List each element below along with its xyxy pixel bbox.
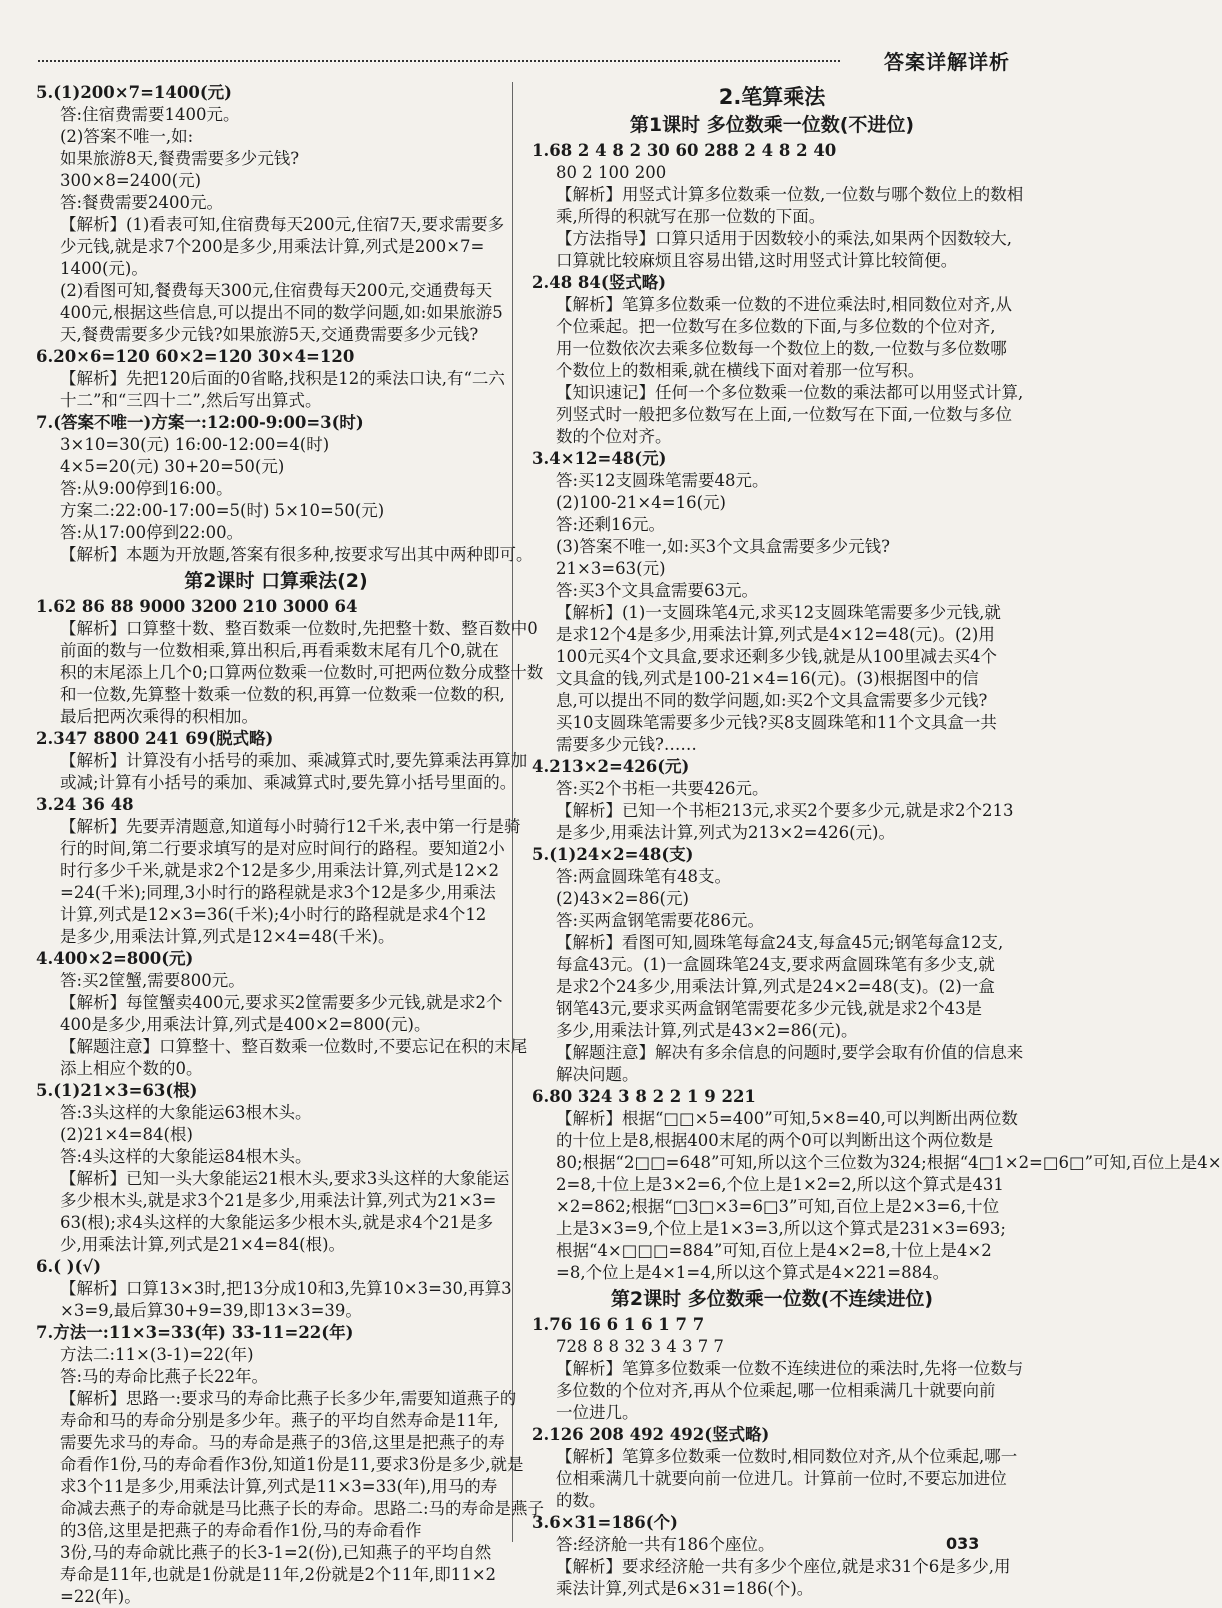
answer-item: 3.24 36 48	[36, 795, 134, 814]
page-header	[30, 40, 1050, 76]
answer-line: 口算就比较麻烦且容易出错,这时用竖式计算比较简便。	[556, 251, 958, 270]
section-heading: 第2课时 口算乘法(2)	[184, 570, 368, 592]
answer-line: 是多少,用乘法计算,列式为213×2=426(元)。	[556, 823, 895, 842]
answer-line: 【解析】根据“□□×5=400”可知,5×8=40,可以判断出两位数	[556, 1109, 1018, 1128]
answer-line: 【解析】计算没有小括号的乘加、乘减算式时,要先算乘法再算加	[60, 751, 528, 770]
answer-line: 时行多少千米,就是求2个12是多少,用乘法计算,列式是12×2	[60, 861, 500, 880]
answer-line: 【解析】已知一头大象能运21根木头,要求3头这样的大象能运	[60, 1169, 510, 1188]
header-title: 答案详解详析	[884, 50, 1010, 74]
answer-line: 和一位数,先算整十数乘一位数的积,再算一位数乘一位数的积,	[60, 685, 505, 704]
answer-line: 【解析】笔算多位数乘一位数不连续进位的乘法时,先将一位数与	[556, 1359, 1024, 1378]
answer-line: 答:从9:00停到16:00。	[60, 479, 233, 498]
answer-line: 【解析】要求经济舱一共有多少个座位,就是求31个6是多少,用	[556, 1557, 1011, 1576]
answer-line: 多少,用乘法计算,列式是43×2=86(元)。	[556, 1021, 858, 1040]
answer-line: 多位数的个位对齐,再从个位乘起,哪一位相乘满几十就要向前	[556, 1381, 996, 1400]
answer-line: 个数位上的数相乘,就在横线下面对着那一位写积。	[556, 361, 925, 380]
answer-line: (3)答案不唯一,如:买3个文具盒需要多少元钱?	[556, 537, 891, 556]
section-heading: 第1课时 多位数乘一位数(不进位)	[629, 114, 915, 136]
answer-line: 21×3=63(元)	[556, 559, 666, 578]
answer-item: 1.62 86 88 9000 3200 210 3000 64	[36, 597, 358, 616]
answer-line: 【解析】(1)看表可知,住宿费每天200元,住宿7天,要求需要多	[60, 215, 505, 234]
answer-line: 【方法指导】口算只适用于因数较小的乘法,如果两个因数较大,	[556, 229, 1012, 248]
answer-line: 文具盒的钱,列式是100-21×4=16(元)。(3)根据图中的信	[556, 669, 979, 688]
answer-line: 最后把两次乘得的积相加。	[60, 707, 258, 726]
answer-line: 计算,列式是12×3=36(千米);4小时行的路程就是求4个12	[60, 905, 487, 924]
answer-line: 答:经济舱一共有186个座位。	[556, 1535, 775, 1554]
answer-line: (2)21×4=84(根)	[60, 1125, 193, 1144]
answer-line: 答:餐费需要2400元。	[60, 193, 224, 212]
answer-line: 列竖式时一般把多位数写在上面,一位数写在下面,一位数与多位	[556, 405, 1012, 424]
answer-line: 【解析】先把120后面的0省略,找积是12的乘法口诀,有“二六	[60, 369, 505, 388]
answer-line: (2)43×2=86(元)	[556, 889, 689, 908]
answer-line: 答:买2筐蟹,需要800元。	[60, 971, 245, 990]
answer-item: 6.20×6=120 60×2=120 30×4=120	[36, 347, 355, 366]
answer-line: 400是多少,用乘法计算,列式是400×2=800(元)。	[60, 1015, 431, 1034]
answer-line: =22(年)。	[60, 1587, 141, 1606]
answer-line: 添上相应个数的0。	[60, 1059, 203, 1078]
answer-line: 根据“4×□□□=884”可知,百位上是4×2=8,十位上是4×2	[556, 1241, 992, 1260]
answer-line: 少,用乘法计算,列式是21×4=84(根)。	[60, 1235, 346, 1254]
answer-line: 的3倍,这里是把燕子的寿命看作1份,马的寿命看作	[60, 1521, 422, 1540]
answer-line: 寿命和马的寿命分别是多少年。燕子的平均自然寿命是11年,	[60, 1411, 499, 1430]
answer-line: 答:买2个书柜一共要426元。	[556, 779, 769, 798]
answer-line: 或减;计算有小括号的乘加、乘减算式时,要先算小括号里面的。	[60, 773, 517, 792]
answer-line: 3份,马的寿命就比燕子的长3-1=2(份),已知燕子的平均自然	[60, 1543, 492, 1562]
answer-line: 3×10=30(元) 16:00-12:00=4(时)	[60, 435, 330, 454]
answer-line: 求3个11是多少,用乘法计算,列式是11×3=33(年),用马的寿	[60, 1477, 498, 1496]
answer-line: (2)答案不唯一,如:	[60, 127, 194, 146]
answer-item: 4.213×2=426(元)	[532, 757, 690, 776]
answer-line: =8,个位上是4×1=4,所以这个算式是4×221=884。	[556, 1263, 950, 1282]
answer-line: 行的时间,第二行要求填写的是对应时间行的路程。要知道2小	[60, 839, 505, 858]
answer-line: 4×5=20(元) 30+20=50(元)	[60, 457, 285, 476]
answer-line: 答:两盒圆珠笔有48支。	[556, 867, 732, 886]
answer-line: 80 2 100 200	[556, 163, 667, 182]
answer-line: 前面的数与一位数相乘,算出积后,再看乘数末尾有几个0,就在	[60, 641, 499, 660]
left-column	[36, 82, 545, 1608]
section-heading: 2.笔算乘法	[718, 85, 826, 109]
answer-line: 命减去燕子的寿命就是马比燕子长的寿命。思路二:马的寿命是燕子	[60, 1499, 545, 1518]
answer-line: 100元买4个文具盒,要求还剩多少钱,就是从100里减去买4个	[556, 647, 997, 666]
answer-line: 80;根据“2□□=648”可知,所以这个三位数为324;根据“4□1×2=□6□”可知,百位上是4×	[556, 1153, 1222, 1172]
answer-item: 6.80 324 3 8 2 2 1 9 221	[532, 1087, 756, 1106]
answer-line: 是多少,用乘法计算,列式是12×4=48(千米)。	[60, 927, 395, 946]
answer-line: 买10支圆珠笔需要多少元钱?买8支圆珠笔和11个文具盒一共	[556, 713, 997, 732]
answer-line: (2)100-21×4=16(元)	[556, 493, 726, 512]
answer-line: 【解析】已知一个书柜213元,求买2个要多少元,就是求2个213	[556, 801, 1014, 820]
answer-line: 【解析】思路一:要求马的寿命比燕子长多少年,需要知道燕子的	[60, 1389, 517, 1408]
answer-line: 【解析】笔算多位数乘一位数的不进位乘法时,相同数位对齐,从	[556, 295, 1012, 314]
answer-item: 1.68 2 4 8 2 30 60 288 2 4 8 2 40	[532, 141, 837, 160]
answer-line: 300×8=2400(元)	[60, 171, 202, 190]
answer-line: 数的个位对齐。	[556, 427, 672, 446]
answer-line: 解决问题。	[556, 1065, 639, 1084]
answer-item: 3.4×12=48(元)	[532, 449, 667, 468]
answer-line: 一位进几。	[556, 1403, 639, 1422]
answer-line: 需要先求马的寿命。马的寿命是燕子的3倍,这里是把燕子的寿	[60, 1433, 505, 1452]
answer-item: 5.(1)21×3=63(根)	[36, 1081, 198, 1100]
answer-item: 3.6×31=186(个)	[532, 1513, 678, 1532]
answer-line: 【解析】口算13×3时,把13分成10和3,先算10×3=30,再算3	[60, 1279, 512, 1298]
answer-line: 乘,所得的积就写在那一位数的下面。	[556, 207, 826, 226]
page-number: 033	[946, 1534, 980, 1553]
answer-line: 【解题注意】解决有多余信息的问题时,要学会取有价值的信息来	[556, 1043, 1024, 1062]
answer-line: (2)看图可知,餐费每天300元,住宿费每天200元,交通费每天	[60, 281, 493, 300]
answer-line: 是求12个4是多少,用乘法计算,列式是4×12=48(元)。(2)用	[556, 625, 995, 644]
answer-line: 用一位数依次去乘多位数每一个数位上的数,一位数与多位数哪	[556, 339, 1007, 358]
answer-line: 【解析】本题为开放题,答案有很多种,按要求写出其中两种即可。	[60, 545, 533, 564]
answer-item: 2.126 208 492 492(竖式略)	[532, 1425, 770, 1444]
answer-line: 乘法计算,列式是6×31=186(个)。	[556, 1579, 814, 1598]
answer-line: 个位乘起。把一位数写在多位数的下面,与多位数的个位对齐,	[556, 317, 996, 336]
answer-line: 少元钱,就是求7个200是多少,用乘法计算,列式是200×7=	[60, 237, 485, 256]
answer-line: 答:4头这样的大象能运84根木头。	[60, 1147, 312, 1166]
answer-line: 答:3头这样的大象能运63根木头。	[60, 1103, 312, 1122]
answer-item: 2.347 8800 241 69(脱式略)	[36, 729, 274, 748]
header-dotted-rule	[38, 60, 840, 62]
answer-line: 答:住宿费需要1400元。	[60, 105, 240, 124]
answer-item: 5.(1)24×2=48(支)	[532, 845, 694, 864]
answer-line: 答:买两盒钢笔需要花86元。	[556, 911, 765, 930]
answer-line: ×2=862;根据“□3□×3=6□3”可知,百位上是2×3=6,十位	[556, 1197, 1000, 1216]
right-column	[532, 82, 1222, 1600]
answer-line: 400元,根据这些信息,可以提出不同的数学问题,如:如果旅游5	[60, 303, 503, 322]
answer-line: =24(千米);同理,3小时行的路程就是求3个12是多少,用乘法	[60, 883, 496, 902]
section-heading: 第2课时 多位数乘一位数(不连续进位)	[610, 1288, 934, 1310]
answer-line: 答:买12支圆珠笔需要48元。	[556, 471, 769, 490]
answer-line: 【知识速记】任何一个多位数乘一位数的乘法都可以用竖式计算,	[556, 383, 1024, 402]
answer-line: 【解析】用竖式计算多位数乘一位数,一位数与哪个数位上的数相	[556, 185, 1024, 204]
answer-line: 位相乘满几十就要向前一位进几。计算前一位时,不要忘加进位	[556, 1469, 1007, 1488]
answer-line: 的十位上是8,根据400末尾的两个0可以判断出这个两位数是	[556, 1131, 994, 1150]
answer-line: 如果旅游8天,餐费需要多少元钱?	[60, 149, 300, 168]
answer-line: 2=8,十位上是3×2=6,个位上是1×2=2,所以这个算式是431	[556, 1175, 1004, 1194]
answer-line: 答:还剩16元。	[556, 515, 666, 534]
answer-line: 【解析】(1)一支圆珠笔4元,求买12支圆珠笔需要多少元钱,就	[556, 603, 1001, 622]
answer-line: 【解析】每筐蟹卖400元,要求买2筐需要多少元钱,就是求2个	[60, 993, 503, 1012]
answer-item: 7.方法一:11×3=33(年) 33-11=22(年)	[36, 1323, 354, 1342]
answer-line: 【解析】看图可知,圆珠笔每盒24支,每盒45元;钢笔每盒12支,	[556, 933, 1004, 952]
answer-item: 6.( )(√)	[36, 1257, 102, 1276]
answer-line: ×3=9,最后算30+9=39,即13×3=39。	[60, 1301, 362, 1320]
answer-line: 【解题注意】口算整十、整百数乘一位数时,不要忘记在积的末尾	[60, 1037, 528, 1056]
answer-line: 方法二:11×(3-1)=22(年)	[60, 1345, 254, 1364]
answer-line: 【解析】口算整十数、整百数乘一位数时,先把整十数、整百数中0	[60, 619, 538, 638]
answer-line: 答:买3个文具盒需要63元。	[556, 581, 759, 600]
answer-line: 【解析】笔算多位数乘一位数时,相同数位对齐,从个位乘起,哪一	[556, 1447, 1018, 1466]
answer-line: 是求2个24多少,用乘法计算,列式是24×2=48(支)。(2)一盒	[556, 977, 995, 996]
answer-line: 需要多少元钱?……	[556, 735, 697, 754]
answer-line: 天,餐费需要多少元钱?如果旅游5天,交通费需要多少元钱?	[60, 325, 479, 344]
answer-item: 4.400×2=800(元)	[36, 949, 194, 968]
answer-line: 的数。	[556, 1491, 606, 1510]
answer-item: 2.48 84(竖式略)	[532, 273, 667, 292]
answer-line: 728 8 8 32 3 4 3 7 7	[556, 1337, 724, 1356]
answer-line: 多少根木头,就是求3个21是多少,用乘法计算,列式为21×3=	[60, 1191, 497, 1210]
answer-line: 答:马的寿命比燕子长22年。	[60, 1367, 269, 1386]
answer-line: 每盒43元。(1)一盒圆珠笔24支,要求两盒圆珠笔有多少支,就	[556, 955, 995, 974]
answer-line: 积的末尾添上几个0;口算两位数乘一位数时,可把两位数分成整十数	[60, 663, 544, 682]
answer-item: 5.(1)200×7=1400(元)	[36, 83, 232, 102]
answer-line: 寿命是11年,也就是1份就是11年,2份就是2个11年,即11×2	[60, 1565, 497, 1584]
answer-line: 方案二:22:00-17:00=5(时) 5×10=50(元)	[60, 501, 385, 520]
answer-line: 1400(元)。	[60, 259, 148, 278]
answer-line: 十二”和“三四十二”,然后写出算式。	[60, 391, 322, 410]
answer-line: 上是3×3=9,个位上是1×3=3,所以这个算式是231×3=693;	[556, 1219, 1006, 1238]
answer-line: 命看作1份,马的寿命看作3份,知道1份是11,要求3份是多少,就是	[60, 1455, 524, 1474]
answer-line: 息,可以提出不同的数学问题,如:买2个文具盒需要多少元钱?	[556, 691, 988, 710]
answer-item: 7.(答案不唯一)方案一:12:00-9:00=3(时)	[36, 413, 364, 432]
answer-line: 【解析】先要弄清题意,知道每小时骑行12千米,表中第一行是骑	[60, 817, 521, 836]
answer-line: 答:从17:00停到22:00。	[60, 523, 244, 542]
answer-item: 1.76 16 6 1 6 1 7 7	[532, 1315, 705, 1334]
answer-line: 63(根);求4头这样的大象能运多少根木头,就是求4个21是多	[60, 1213, 494, 1232]
answer-line: 钢笔43元,要求买两盒钢笔需要花多少元钱,就是求2个43是	[556, 999, 982, 1018]
